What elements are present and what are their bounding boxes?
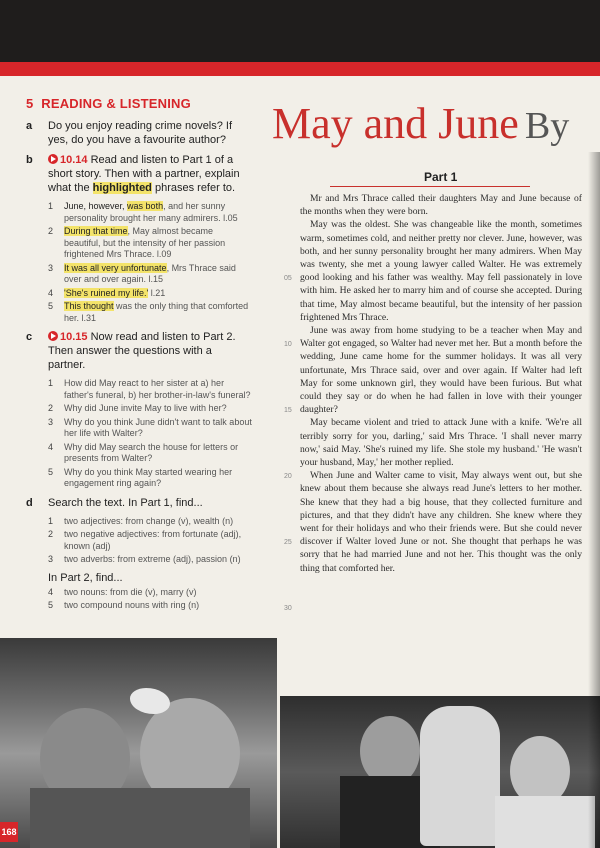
list-item: 5 This thought was the only thing that comforted her. l.31 xyxy=(48,301,249,323)
header-band xyxy=(0,62,600,76)
task-c-list xyxy=(48,378,252,490)
scan-edge-top xyxy=(0,0,600,62)
task-letter: c xyxy=(26,331,33,343)
list-item: 3 It was all very unfortunate, Mrs Thrace said over and over again. l.15 xyxy=(48,262,236,284)
section-heading xyxy=(26,96,252,111)
list-item: 2 two negative adjectives: from fortunate (adj), known (adj) xyxy=(48,529,242,551)
track-number: 10.15 xyxy=(60,331,88,343)
list-item: 2 During that time, May almost became beautiful, but the intensity of her passion frightened Mrs Thrace. l.09 xyxy=(48,226,226,259)
task-b-list xyxy=(48,201,252,324)
scan-shadow xyxy=(588,152,600,848)
part-label: Part 1 xyxy=(424,170,458,184)
section-number: 5 xyxy=(26,96,34,111)
story-byline: By xyxy=(524,105,570,147)
highlighted-phrase: It was all very unfortunate xyxy=(64,262,167,273)
audio-icon[interactable] xyxy=(48,154,58,164)
highlighted-word: highlighted xyxy=(92,182,152,194)
task-b xyxy=(26,153,252,195)
line-number: 15 xyxy=(284,407,292,414)
story-paragraph: May became violent and tried to attack June with a knife. 'We're all terribly sorry for you, darling,' said Mrs Thrace. 'I shall never marry now,' said May. 'She's ruined my life. She stole my husband.' 'He wasn't your husband, May,' her mother replied. xyxy=(300,417,582,469)
list-item: 4 Why did May search the house for letters or presents from Walter? xyxy=(48,441,239,463)
divider xyxy=(330,186,530,187)
list-item: 1 How did May react to her sister at a) her father's funeral, b) her brother-in-law's funeral? xyxy=(48,378,251,400)
part2-intro: In Part 2, find... xyxy=(48,571,123,584)
story-paragraph: When June and Walter came to visit, May always went out, but she knew about them because she always read June's letters to her mother. She knew that they had a big house, that they collected furniture and pictures, and that they didn't have any children. She knew where they went for their holidays and who their friends were. But she could never discover if Walter loved June or not. She thought that perhaps he was sorry that he had married June and not her. This thought was the only thing that comforted her. xyxy=(300,470,582,574)
list-item: 4 two nouns: from die (v), marry (v) xyxy=(48,586,197,597)
track-number: 10.14 xyxy=(60,154,88,166)
audio-icon[interactable] xyxy=(48,331,58,341)
dress xyxy=(30,788,250,848)
photo-two-girls xyxy=(0,638,277,848)
story-paragraph: June was away from home studying to be a teacher when May and Walter got engaged, so Walter had never met her. But a month before the wedding, June came home for the summer holidays. It was all very unfortunate, Mrs Thrace said, over and over again. If Walter had left May for some unknown girl, they would have been furious. But what could they say or do when he had fallen in love with their younger daughter? xyxy=(300,325,582,416)
list-item: 2 Why did June invite May to live with her? xyxy=(48,403,227,413)
exercise-column xyxy=(0,76,262,636)
list-item: 3 Why do you think June didn't want to talk about her life with Walter? xyxy=(48,416,252,438)
task-a xyxy=(26,119,252,147)
highlighted-phrase: 'She's ruined my life.' xyxy=(64,287,149,298)
list-item: 4 'She's ruined my life.' l.21 xyxy=(48,287,166,298)
wedding-cake xyxy=(420,706,500,846)
section-title: READING & LISTENING xyxy=(41,96,191,111)
list-item: 5 two compound nouns with ring (n) xyxy=(48,600,200,610)
story-paragraph: May was the oldest. She was changeable like the month, sometimes warm, sometimes cold, and neither pretty nor clever. June, however, was both, and her sunny personality brought her many admirers. When May was twenty, she met a young lawyer called Walter. He was extremely good looking and his father was wealthy. May fell passionately in love with him. He asked her to marry him and of course she accepted. During that time, May almost became beautiful, but the intensity of her passion frightened Mrs Thrace. xyxy=(300,219,582,323)
task-text: phrases refer to. xyxy=(151,182,236,194)
task-c xyxy=(26,330,252,372)
task-letter: a xyxy=(26,120,33,132)
highlighted-phrase: This thought xyxy=(64,301,114,311)
task-d xyxy=(26,496,252,510)
hair-bow xyxy=(130,688,170,714)
story-title: May and June By xyxy=(272,99,570,148)
task-text: Search the text. In Part 1, find... xyxy=(48,496,203,509)
list-item: 5 Why do you think May started wearing her engagement ring again? xyxy=(48,466,233,488)
line-number: 10 xyxy=(284,341,292,348)
task-text: Read and listen to Part 1 of a short story. Then with a partner, explain what the xyxy=(48,154,240,194)
line-number: 20 xyxy=(284,473,292,480)
task-d-list-part2 xyxy=(48,587,252,612)
list-item: 3 two adverbs: from extreme (adj), passion (n) xyxy=(48,554,241,564)
textbook-page xyxy=(0,76,600,848)
page-number: 168 xyxy=(0,822,18,842)
task-text: Now read and listen to Part 2. Then answer the questions with a partner. xyxy=(48,331,236,371)
list-item: 1 June, however, was both, and her sunny personality brought her many admirers. l.05 xyxy=(48,201,238,223)
highlighted-phrase: was both xyxy=(127,201,164,211)
line-number: 25 xyxy=(284,539,292,546)
highlighted-phrase: During that time xyxy=(64,226,128,236)
photo-wedding xyxy=(280,696,600,848)
bride-dress xyxy=(495,796,595,848)
task-letter: b xyxy=(26,154,33,166)
task-d-list-part1 xyxy=(48,516,252,566)
line-number: 30 xyxy=(284,605,292,612)
list-item: 1 two adjectives: from change (v), wealth (n) xyxy=(48,515,234,526)
story-paragraph: Mr and Mrs Thrace called their daughters May and June because of the months when they were born. xyxy=(300,193,582,218)
line-number: 05 xyxy=(284,275,292,282)
task-letter: d xyxy=(26,496,33,509)
story-text xyxy=(284,192,582,612)
task-text: Do you enjoy reading crime novels? If yes, do you have a favourite author? xyxy=(48,120,233,146)
